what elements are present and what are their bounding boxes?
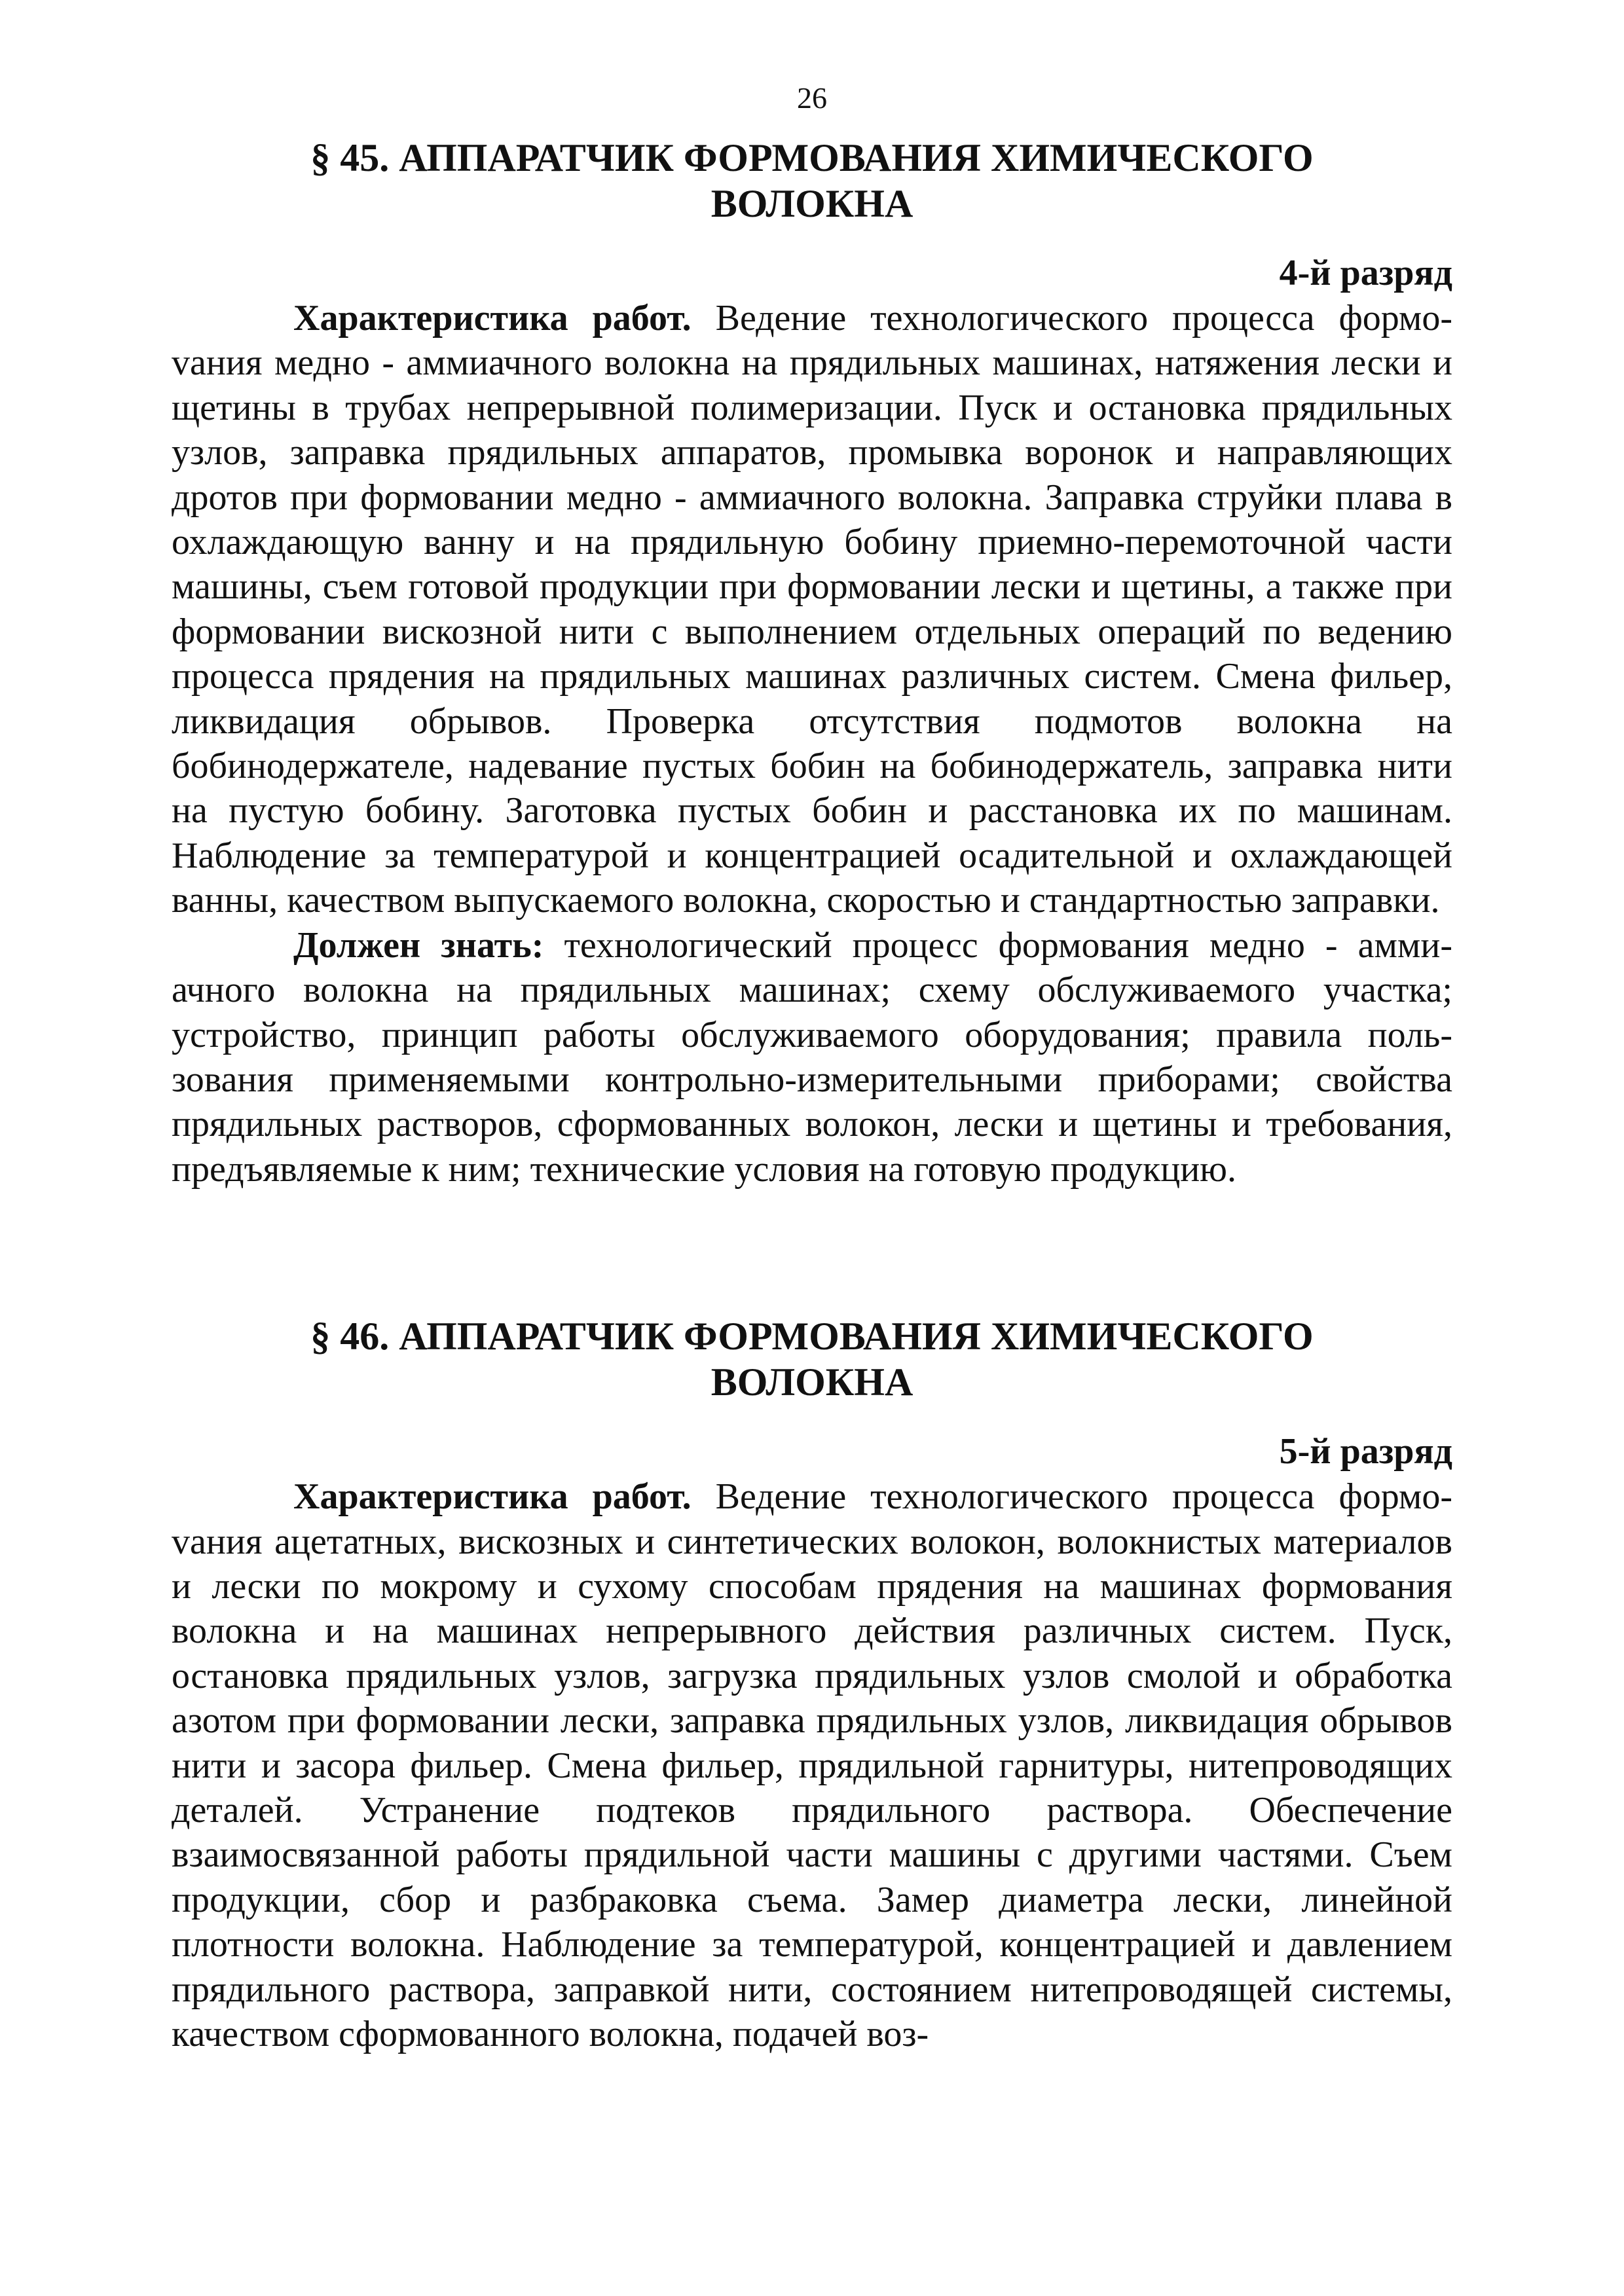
- must-know-heading: Должен знать:: [293, 924, 544, 966]
- grade-label: 4-й разряд: [1279, 253, 1452, 293]
- section-title-line2: ВОЛОКНА: [710, 1360, 913, 1404]
- must-know-text: технологический процесс формования медно - аммиачного волокна на прядильных машинах; схему обслуживаемого участка; устройство, принцип работы обслуживаемого оборудования; правила пользования применяемыми контрольно-измерительными приборами; свойства прядильных растворов, сформованных волокон, лески и щетины и требования, предъявляемые к ним; технические условия на готовую продукцию.: [172, 924, 1452, 1190]
- page-number: 26: [797, 81, 827, 115]
- section-title-line1: § 45. АППАРАТЧИК ФОРМОВАНИЯ ХИМИЧЕСКОГО: [310, 136, 1314, 179]
- section-title-line2: ВОЛОКНА: [710, 182, 913, 225]
- work-characteristics-paragraph: [172, 296, 1452, 923]
- section-spacer: [172, 1192, 1452, 1313]
- work-characteristics-text: Ведение технологического процесса формоvания ацетатных, вискозных и синтетических волокон, волокнистых материалов и лески по мокрому и сухому способам прядения на машинах формования волокна и на машинах непрерывного действия различных систем. Пуск, остановка прядильных узлов, загрузка прядильных узлов смолой и обработка азотом при формовании лески, заправка прядильных узлов, ликвидация обрывов нити и засора фильер. Смена фильер, прядильной гарнитуры, нитепроводящих деталей. Устранение подтеков прядильного раствора. Обеспечение взаимосвязанной работы прядильной части машины с другими частями. Съем продукции, сбор и разбраковка съема. Замер диаметра лески, линейной плотности волокна. Наблюдение за температурой, концентрацией и давлением прядильного раствора, заправкой нити, состоянием нитепроводящей системы, качеством сформованного волокна, подачей воз-: [172, 1476, 1452, 2054]
- section-46: [172, 1313, 1452, 2056]
- section-title-line1: § 46. АППАРАТЧИК ФОРМОВАНИЯ ХИМИЧЕСКОГО: [310, 1315, 1314, 1358]
- work-characteristics-heading: Характеристика работ.: [293, 1476, 692, 1518]
- must-know-paragraph: [172, 923, 1452, 1192]
- work-characteristics-heading: Характеристика работ.: [293, 298, 692, 338]
- work-characteristics-text: Ведение технологического процесса формоvания медно - аммиачного волокна на прядильных машинах, натяжения лески и щетины в трубах непрерывной полимеризации. Пуск и остановка прядильных узлов, заправка прядильных аппаратов, промывка воронок и направляющих дротов при формовании медно - аммиачного волокна. Заправка струйки плава в охлаждающую ванну и на прядильную бобину приемно-перемоточной части машины, съем готовой продукции при формовании лески и щетины, а также при формовании вискозной нити с выполнением отдельных операций по ведению процесса прядения на прядильных машинах различных систем. Смена фильер, ликвидация обрывов. Проверка отсутствия подмотов волокна на бобинодержателе, надевание пустых бобин на бобинодержатель, заправка нити на пустую бобину. Заготовка пустых бобин и расстановка их по машинам. Наблюдение за температурой и концентрацией осадительной и охлаждающей ванны, качеством выпускаемого волокна, скоростью и стандартностью заправки.: [172, 298, 1452, 921]
- work-characteristics-paragraph: [172, 1474, 1452, 2056]
- grade-label: 5-й разряд: [1279, 1431, 1452, 1472]
- document-page: [172, 79, 1452, 2056]
- section-45: [172, 135, 1452, 1192]
